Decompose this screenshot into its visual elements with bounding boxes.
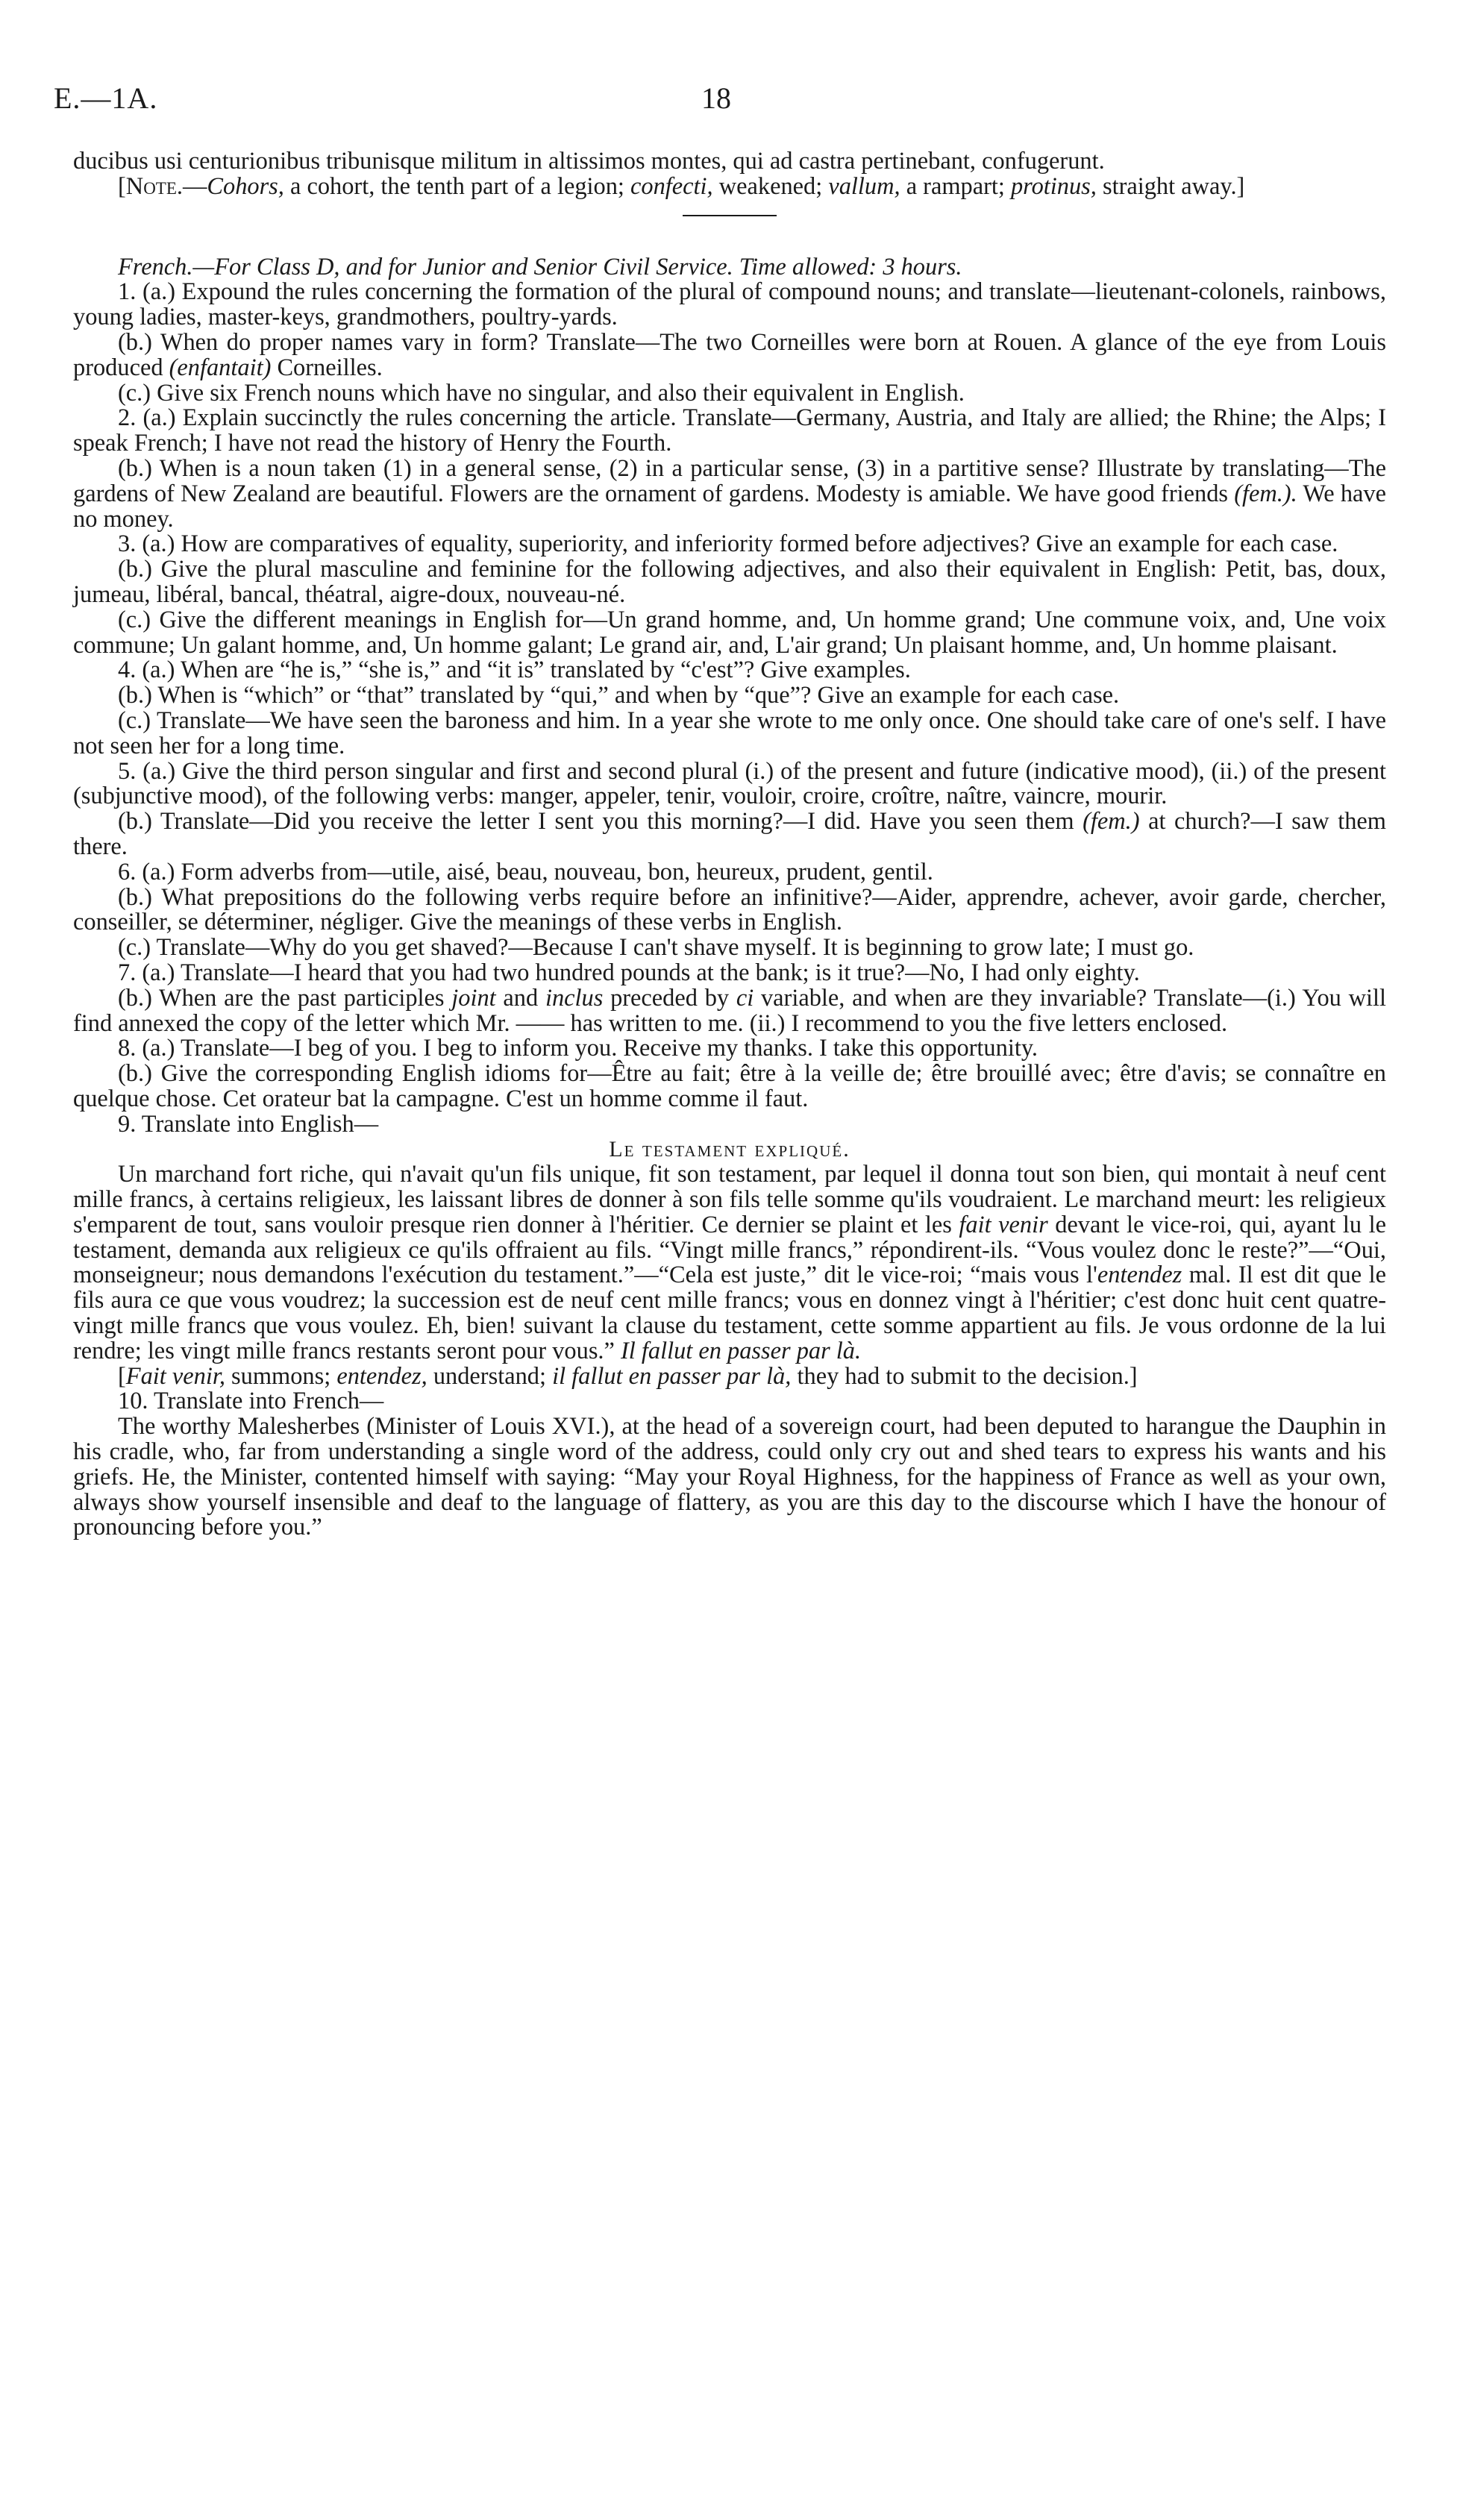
note-gloss: a cohort, the tenth part of a legion; bbox=[283, 172, 631, 200]
note-word: confecti, bbox=[630, 172, 713, 200]
note-gloss: weakened; bbox=[712, 172, 829, 200]
question-5b bbox=[73, 809, 1386, 860]
section-divider bbox=[683, 215, 777, 216]
section-title: French.—For Class D, and for Junior and Senior Civil Service. Time allowed: 3 hours. bbox=[118, 253, 962, 280]
question-italic: ci bbox=[736, 984, 754, 1012]
question-3a: 3. (a.) How are comparatives of equality, superiority, and inferiority formed before adjectives? Give an example for each case. bbox=[118, 530, 1338, 558]
french-passage: The worthy Malesherbes (Minister of Louis XVI.), at the head of a sovereign court, had been deputed to harangue the Dauphin in his cradle, who, far from understanding a single word of the address, could only cry out and shed tears to express his wants and his griefs. He, the Minister, contented himself with saying: “May your Royal Highness, for the happiness of France as well as your own, always show yourself insensible and deaf to the language of flattery, as you are this day to the discourse which I have the honour of pronouncing before you.” bbox=[73, 1413, 1386, 1541]
story-italic: fait venir bbox=[959, 1211, 1048, 1238]
question-6b: (b.) What prepositions do the following verbs require before an infinitive?—Aider, apprendre, achever, avoir garde, chercher, conseiller, se déterminer, négliger. Give the meanings of these verbs in English. bbox=[73, 883, 1386, 936]
latin-passage-end: ducibus usi centurionibus tribunisque militum in altissimos montes, qui ad castra pertinebant, confugerunt. bbox=[73, 148, 1105, 175]
series-code: E.—1A. bbox=[54, 81, 158, 115]
note-word: vallum, bbox=[828, 172, 900, 200]
question-italic: (enfantait) bbox=[169, 354, 272, 381]
latin-note bbox=[73, 172, 1386, 200]
note-dash: — bbox=[183, 172, 207, 200]
question-5a: 5. (a.) Give the third person singular and first and second plural (i.) of the present and future (indicative mood), (ii.) of the present (subjunctive mood), of the following verbs: manger, appeler, tenir, vouloir, croire, croître, naître, vaincre, mourir. bbox=[73, 757, 1386, 810]
question-text: and bbox=[495, 984, 545, 1012]
question-7a: 7. (a.) Translate—I heard that you had two hundred pounds at the bank; is it true?—No, I had only eighty. bbox=[118, 959, 1140, 986]
question-text: (b.) When are the past participles bbox=[118, 984, 452, 1012]
story-note bbox=[73, 1364, 1386, 1390]
question-6c: (c.) Translate—Why do you get shaved?—Because I can't shave myself. It is beginning to grow late; I must go. bbox=[118, 934, 1194, 962]
question-text: (b.) When do proper names vary in form? Translate—The two Corneilles were born at Rouen. A glance of the eye from Louis produced bbox=[73, 328, 1386, 381]
question-9: 9. Translate into English— bbox=[118, 1110, 379, 1138]
question-2a: 2. (a.) Explain succinctly the rules concerning the article. Translate—Germany, Austria, and Italy are allied; the Rhine; the Alps; I speak French; I have not read the history of Henry the Fourth. bbox=[73, 404, 1386, 457]
story-text: mal. Il est dit que le fils aura ce que vous voudrez; la succession est de neuf cent mille francs; vous en donnez vingt à l'héritier; c'est donc huit cent quatre-vingt mille francs que vous voulez. Eh, bien! suivant la clause du testament, cette somme appartient au fils. Je vous ordonne de la lui rendre; les vingt mille francs restants seront pour vous.” bbox=[73, 1261, 1386, 1364]
note-word: Fait venir, bbox=[125, 1362, 225, 1390]
question-8a: 8. (a.) Translate—I beg of you. I beg to inform you. Receive my thanks. I take this opportunity. bbox=[118, 1035, 1038, 1062]
note-word: entendez, bbox=[336, 1362, 427, 1390]
question-7b bbox=[73, 986, 1386, 1037]
story-italic: entendez bbox=[1097, 1261, 1182, 1289]
question-10: 10. Translate into French— bbox=[118, 1388, 384, 1415]
note-open: [ bbox=[118, 1362, 126, 1390]
question-text: at church?—I saw them there. bbox=[73, 808, 1386, 860]
question-text: (b.) When is a noun taken (1) in a general sense, (2) in a particular sense, (3) in a partitive sense? Illustrate by translating—The gardens of New Zealand are beautiful. Flowers are the ornament of gardens. Modesty is amiable. We have good friends bbox=[73, 454, 1386, 507]
story-paragraph bbox=[73, 1162, 1386, 1364]
question-6a: 6. (a.) Form adverbs from—utile, aisé, beau, nouveau, bon, heureux, prudent, gentil. bbox=[118, 858, 933, 886]
note-word: il fallut en passer par là, bbox=[552, 1362, 792, 1390]
question-text: (b.) Translate—Did you receive the letter I sent you this morning?—I did. Have you seen them bbox=[118, 808, 1083, 836]
question-4c: (c.) Translate—We have seen the baroness and him. In a year she wrote to me only once. One should take care of one's self. I have not seen her for a long time. bbox=[73, 706, 1386, 759]
page-header bbox=[0, 81, 1463, 125]
question-text: variable, and when are they invariable? Translate—(i.) You will find annexed the copy of the letter which Mr. —— has written to me. (ii.) I recommend to you the five letters enclosed. bbox=[73, 984, 1387, 1037]
question-text: preceded by bbox=[603, 984, 736, 1012]
question-italic: (fem.). bbox=[1234, 480, 1297, 507]
note-gloss: they had to submit to the decision.] bbox=[791, 1362, 1138, 1390]
note-label: Note. bbox=[125, 172, 183, 200]
question-1b bbox=[73, 330, 1386, 381]
question-italic: joint bbox=[451, 984, 496, 1012]
question-4a: 4. (a.) When are “he is,” “she is,” and “it is” translated by “c'est”? Give examples. bbox=[118, 656, 911, 684]
note-open: [ bbox=[118, 172, 126, 200]
question-3b: (b.) Give the plural masculine and feminine for the following adjectives, and also their equivalent in English: Petit, bas, doux, jumeau, libéral, bancal, théatral, aigre-doux, nouveau-né. bbox=[73, 556, 1386, 608]
page-body bbox=[73, 149, 1386, 1540]
question-1a: 1. (a.) Expound the rules concerning the formation of the plural of compound nouns; and translate—lieutenant-colonels, rainbows, young ladies, master-keys, grandmothers, poultry-yards. bbox=[73, 278, 1386, 331]
question-italic: inclus bbox=[545, 984, 604, 1012]
note-gloss: straight away.] bbox=[1096, 172, 1245, 200]
note-gloss: a rampart; bbox=[900, 172, 1011, 200]
page-number: 18 bbox=[701, 81, 731, 115]
question-1c: (c.) Give six French nouns which have no singular, and also their equivalent in English. bbox=[118, 379, 965, 407]
story-title: Le testament expliqué. bbox=[609, 1137, 850, 1162]
note-gloss: understand; bbox=[427, 1362, 553, 1390]
story-text: Un marchand fort riche, qui n'avait qu'un fils unique, fit son testament, par lequel il donna tout son bien, qui montait à neuf cent mille francs, à certains religieux, les laissant libres de donner à son fils telle somme qu'ils voudraient. Le marchand meurt: les religieux s'emparent de tout, sans vouloir presque rien donner à l'héritier. Ce dernier se plaint et les bbox=[73, 1161, 1386, 1238]
question-2b bbox=[73, 454, 1387, 533]
story-italic: Il fallut en passer par là. bbox=[621, 1337, 862, 1364]
question-text: We have no money. bbox=[73, 480, 1387, 533]
note-gloss: summons; bbox=[225, 1362, 337, 1390]
question-text: Corneilles. bbox=[271, 354, 383, 381]
question-4b: (b.) When is “which” or “that” translated by “qui,” and when by “que”? Give an example for each case. bbox=[118, 682, 1120, 709]
story-text: devant le vice-roi, qui, ayant lu le testament, demanda aux religieux ce qu'ils offraient au fils. “Vingt mille francs,” répondirent-ils. “Vous voulez donc le reste?”—“Oui, monseigneur; nous demandons l'exécution du testament.”—“Cela est juste,” dit le vice-roi; “mais vous l' bbox=[73, 1211, 1387, 1289]
question-italic: (fem.) bbox=[1083, 808, 1140, 836]
note-word: protinus, bbox=[1010, 172, 1097, 200]
note-word: Cohors, bbox=[207, 172, 284, 200]
question-3c: (c.) Give the different meanings in English for—Un grand homme, and, Un homme grand; Une commune voix, and, Une voix commune; Un galant homme, and, Un homme galant; Le grand air, and, L'air grand; Un plaisant homme, and, Un homme plaisant. bbox=[73, 606, 1386, 659]
question-8b: (b.) Give the corresponding English idioms for—Être au fait; être à la veille de; être brouillé avec; être d'avis; se connaître en quelque chose. Cet orateur bat la campagne. C'est un homme comme il faut. bbox=[73, 1060, 1386, 1112]
